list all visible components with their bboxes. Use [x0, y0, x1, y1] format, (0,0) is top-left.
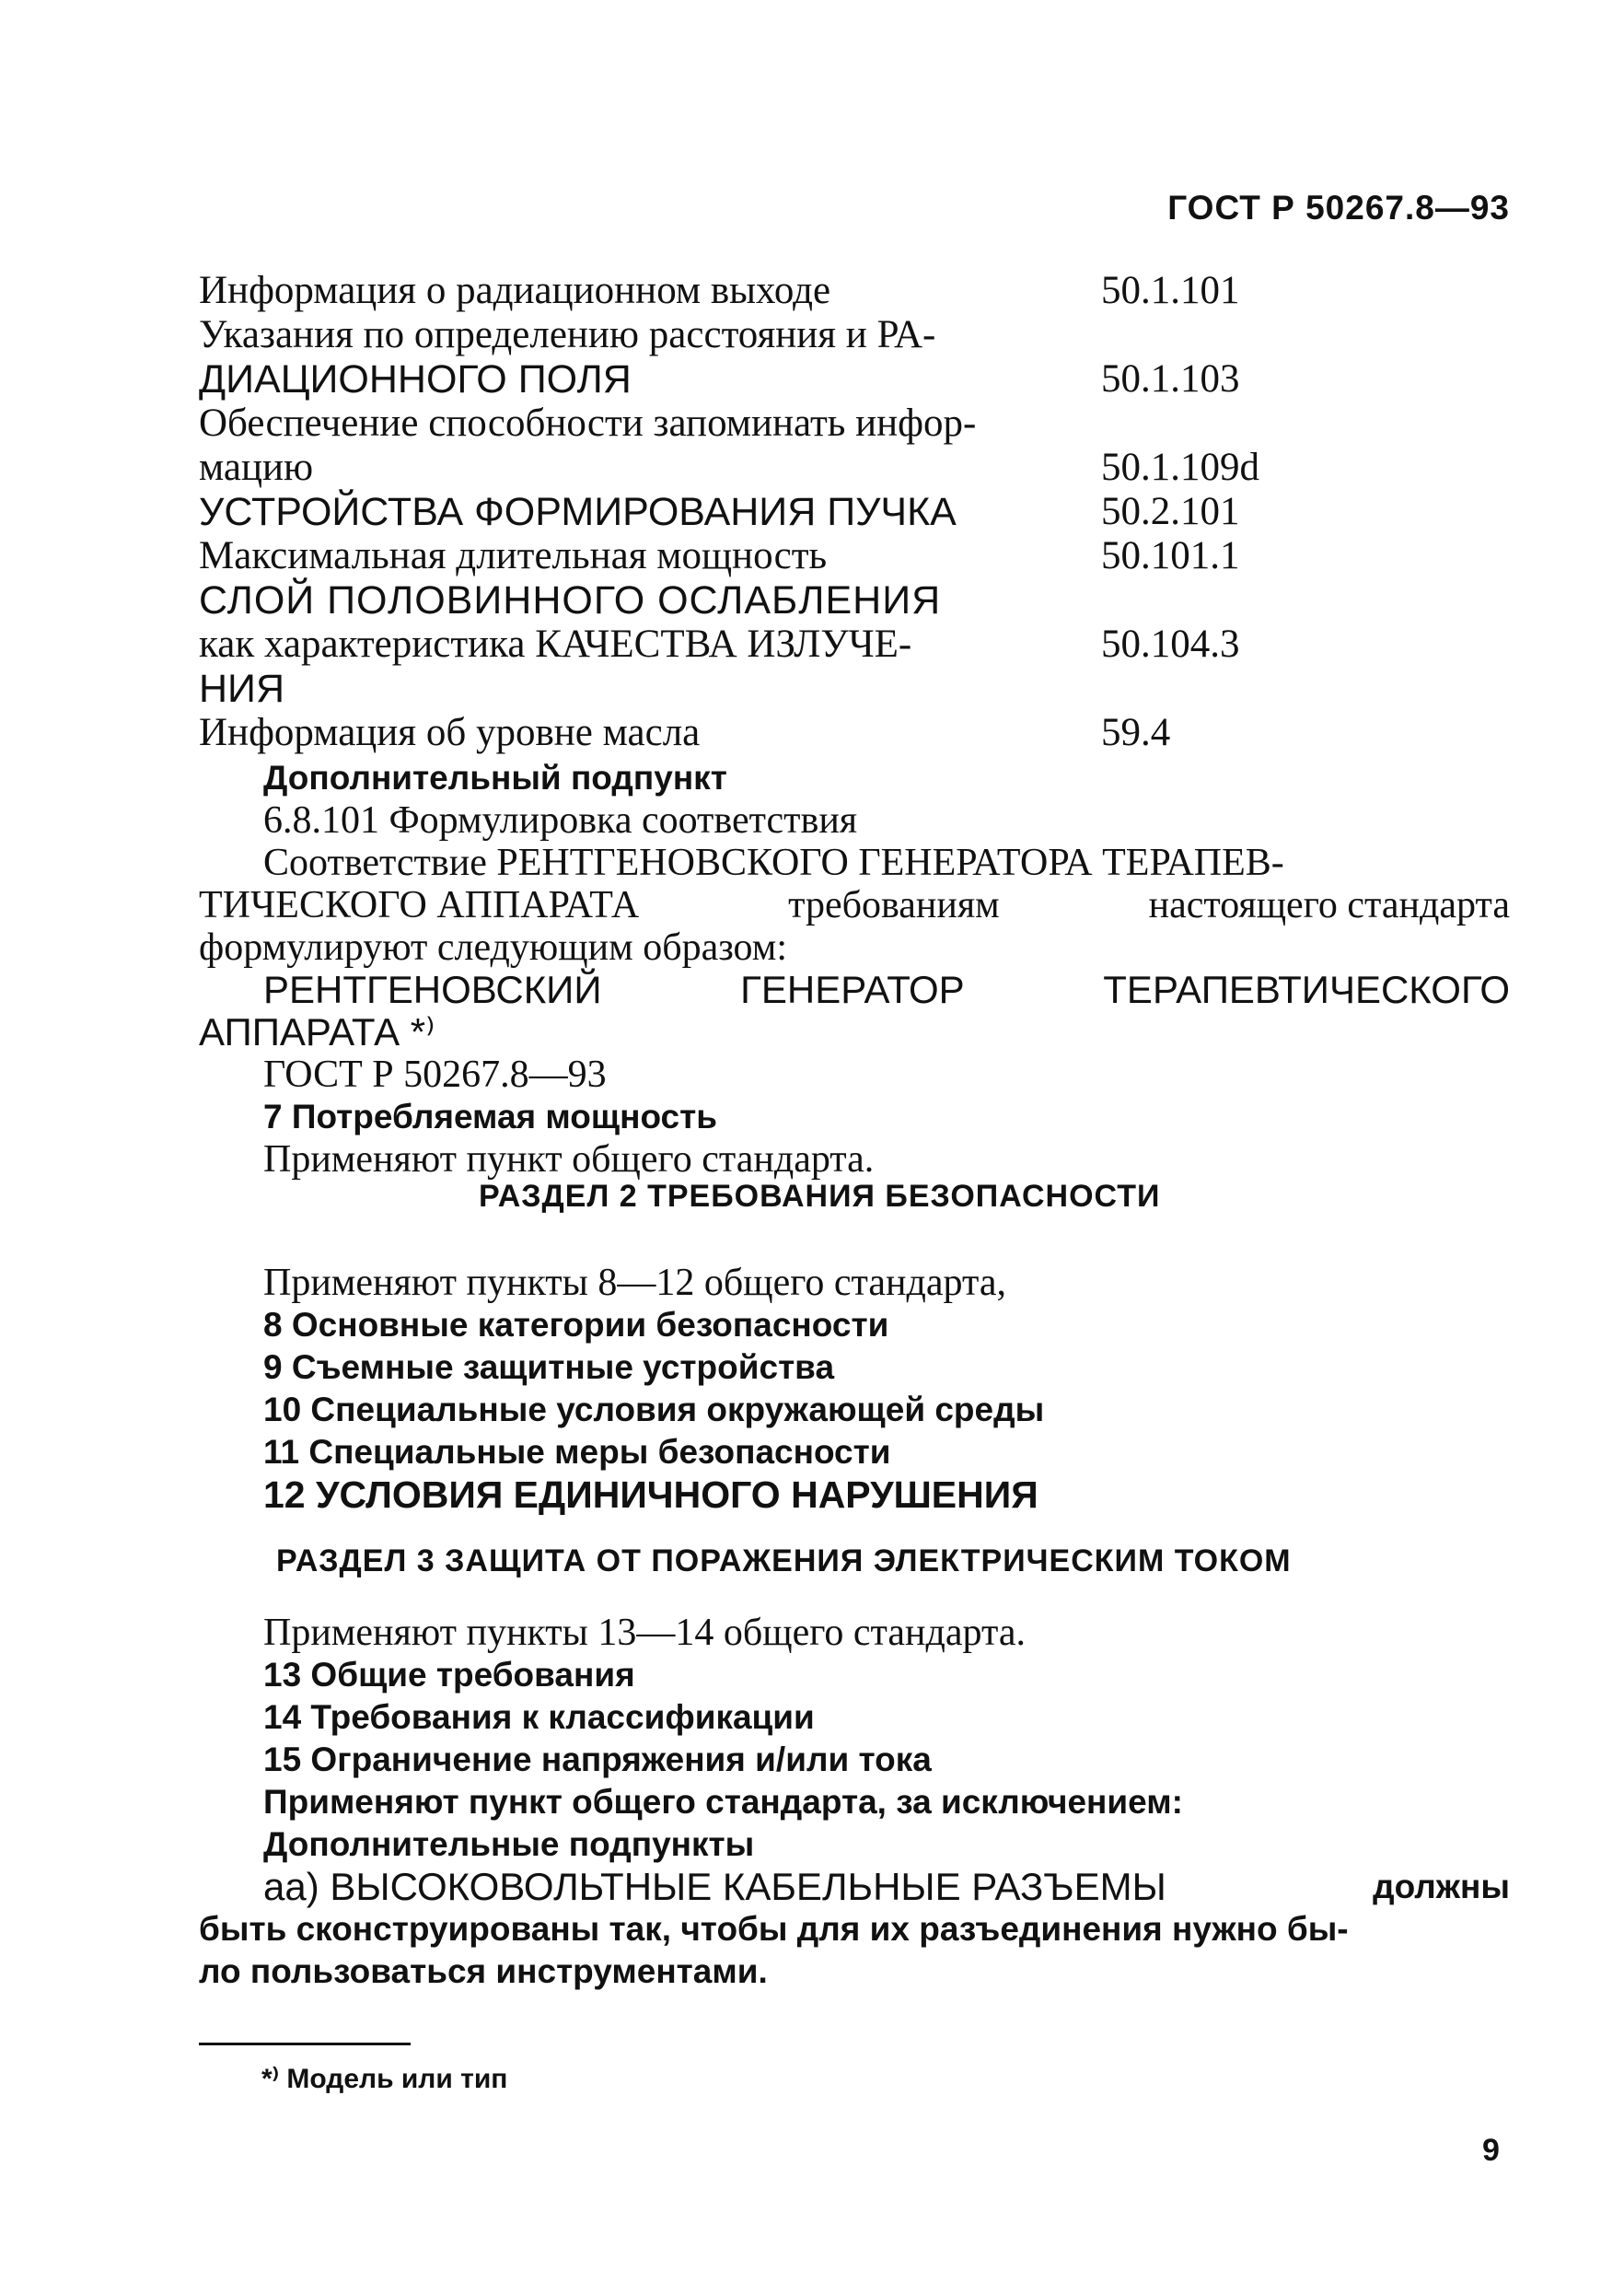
clause-text: Применяют пункт общего стандарта, за исключением: — [263, 1783, 1183, 1821]
index-ref: 50.2.101 — [1101, 490, 1240, 533]
subclause-aa-line: ло пользоваться инструментами. — [199, 1952, 768, 1990]
statement-line: АППАРАТА *⁾ — [199, 1010, 435, 1054]
index-ref: 50.1.101 — [1101, 269, 1240, 312]
index-text: Информация о радиационном выходе — [199, 269, 831, 312]
statement-segment: РЕНТГЕНОВСКИЙ — [263, 968, 602, 1011]
list-item: 14 Требования к классификации — [263, 1698, 815, 1736]
index-ref: 50.101.1 — [1101, 534, 1240, 577]
index-text: Информация об уровне масла — [199, 711, 701, 754]
index-row — [199, 313, 1510, 357]
index-row — [199, 534, 1510, 578]
clause-heading: 7 Потребляемая мощность — [263, 1098, 717, 1135]
subclause-aa-line — [199, 1866, 1510, 1908]
conformity-segment: настоящего стандарта — [1148, 884, 1510, 926]
section-3-body — [199, 1612, 1510, 1993]
clause-heading: 6.8.101 Формулировка соответствия — [263, 799, 858, 842]
index-text: Обеспечение способности запоминать инфор- — [199, 402, 977, 445]
footnote: *⁾ Модель или тип — [261, 2064, 508, 2094]
list-item: 10 Специальные условия окружающей среды — [263, 1391, 1045, 1428]
list-item: 13 Общие требования — [263, 1656, 635, 1694]
index-text: ДИАЦИОННОГО ПОЛЯ — [199, 357, 632, 402]
index-text: как характеристика КАЧЕСТВА ИЗЛУЧЕ- — [199, 623, 912, 666]
conformity-segment: требованиям — [788, 884, 1000, 926]
list-item: 8 Основные категории безопасности — [263, 1306, 889, 1344]
section-intro: Применяют пункты 8—12 общего стандарта, — [263, 1262, 1007, 1304]
section-2-title: РАЗДЕЛ 2 ТРЕБОВАНИЯ БЕЗОПАСНОСТИ — [479, 1179, 1161, 1214]
conformity-line: формулируют следующим образом: — [199, 926, 788, 969]
index-text: Максимальная длительная мощность — [199, 534, 828, 577]
body-text — [199, 757, 1510, 1181]
section-2-body — [199, 1262, 1510, 1516]
index-row — [199, 667, 1510, 711]
statement-line — [199, 969, 1510, 1011]
statement-segment: ТЕРАПЕВТИЧЕСКОГО — [1103, 968, 1510, 1011]
clause-text: Применяют пункт общего стандарта. — [263, 1138, 875, 1181]
index-row — [199, 578, 1510, 623]
index-row — [199, 623, 1510, 667]
index-text: СЛОЙ ПОЛОВИННОГО ОСЛАБЛЕНИЯ — [199, 578, 942, 623]
index-row — [199, 490, 1510, 534]
page-number: 9 — [1482, 2133, 1500, 2168]
conformity-segment: ТИЧЕСКОГО АППАРАТА — [199, 884, 640, 926]
list-item: 11 Специальные меры безопасности — [263, 1433, 891, 1471]
index-text: УСТРОЙСТВА ФОРМИРОВАНИЯ ПУЧКА — [199, 490, 957, 534]
index-ref: 50.1.103 — [1101, 357, 1240, 401]
index-text: Указания по определению расстояния и РА- — [199, 313, 936, 356]
statement-line: ГОСТ Р 50267.8—93 — [263, 1054, 607, 1096]
index-ref: 50.104.3 — [1101, 623, 1240, 666]
index-row — [199, 711, 1510, 755]
list-item: 12 УСЛОВИЯ ЕДИНИЧНОГО НАРУШЕНИЯ — [263, 1473, 1038, 1516]
subclause-aa-segment: должны — [1373, 1868, 1510, 1905]
section-intro: Применяют пункты 13—14 общего стандарта. — [263, 1612, 1027, 1654]
statement-segment: ГЕНЕРАТОР — [740, 968, 965, 1011]
index-list — [199, 269, 1510, 755]
footnote-divider — [199, 2043, 411, 2045]
index-text: мацию — [199, 446, 314, 489]
list-item: 15 Ограничение напряжения и/или тока — [263, 1741, 932, 1778]
index-ref: 50.1.109d — [1101, 446, 1259, 489]
index-row — [199, 269, 1510, 313]
subclause-heading: Дополнительный подпункт — [263, 759, 727, 797]
index-row — [199, 357, 1510, 402]
subclause-aa-segment: аа) ВЫСОКОВОЛЬТНЫЕ КАБЕЛЬНЫЕ РАЗЪЕМЫ — [263, 1865, 1166, 1908]
section-3-title: РАЗДЕЛ 3 ЗАЩИТА ОТ ПОРАЖЕНИЯ ЭЛЕКТРИЧЕСКИМ ТОКОМ — [276, 1543, 1292, 1578]
index-row — [199, 446, 1510, 490]
subclause-aa-line: быть сконструированы так, чтобы для их разъединения нужно бы- — [199, 1910, 1349, 1948]
page-header: ГОСТ Р 50267.8—93 — [1167, 189, 1510, 227]
conformity-line — [199, 884, 1510, 926]
index-ref: 59.4 — [1101, 711, 1171, 754]
index-row — [199, 402, 1510, 446]
subclause-heading: Дополнительные подпункты — [263, 1825, 755, 1863]
index-text: НИЯ — [199, 667, 285, 711]
list-item: 9 Съемные защитные устройства — [263, 1348, 835, 1386]
conformity-line: Соответствие РЕНТГЕНОВСКОГО ГЕНЕРАТОРА ТЕРАПЕВ- — [263, 842, 1284, 884]
